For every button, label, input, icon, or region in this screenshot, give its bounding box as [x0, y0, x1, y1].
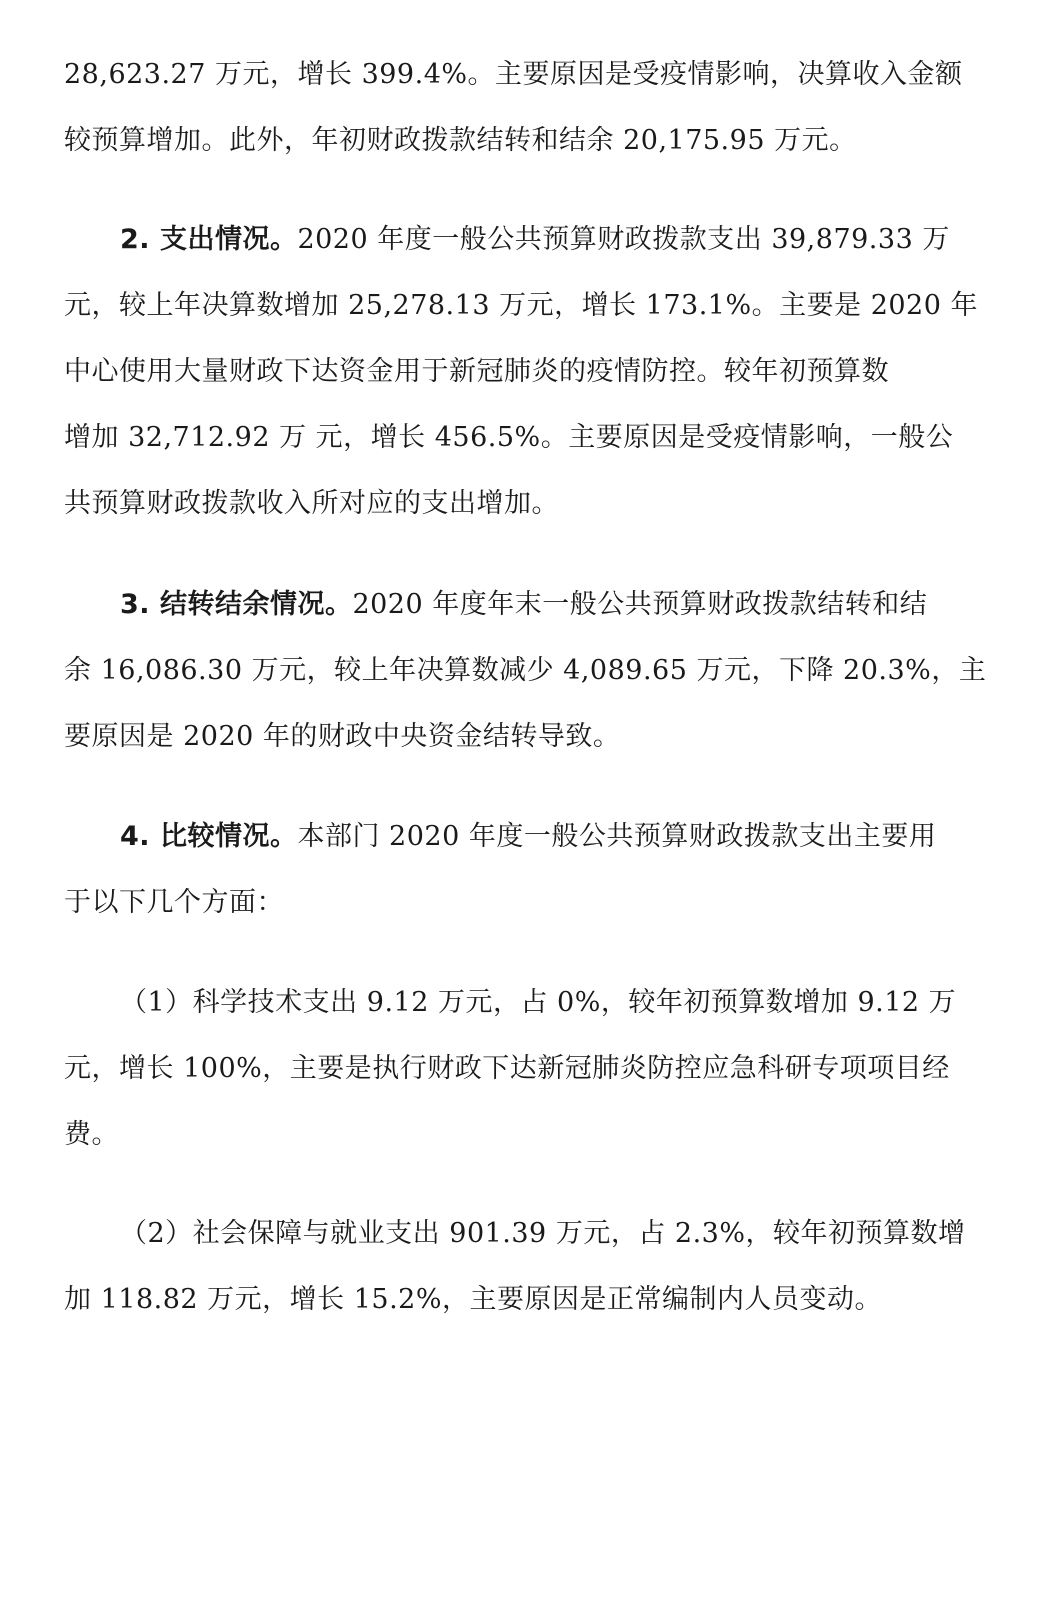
- paragraph-first-line: （2）社会保障与就业支出 901.39 万元，占 2.3%，较年初预算数增: [120, 1218, 966, 1249]
- section-heading: 4. 比较情况。: [120, 821, 298, 852]
- text-line: 加 118.82 万元，增长 15.2%，主要原因是正常编制内人员变动。: [64, 1284, 882, 1315]
- paragraph-comparison: [64, 804, 964, 936]
- paragraph-carryover: [64, 572, 987, 770]
- text-line: 共预算财政拨款收入所对应的支出增加。: [64, 488, 559, 519]
- text-line: 于以下几个方面：: [64, 887, 284, 918]
- text-run: 本部门 2020 年度一般公共预算财政拨款支出主要用: [297, 821, 937, 852]
- paragraph-item-social-security: [64, 1201, 964, 1333]
- text-line: 元，增长 100%，主要是执行财政下达新冠肺炎防控应急科研专项项目经: [64, 1053, 950, 1084]
- paragraph-first-line: [64, 804, 964, 870]
- paragraph-first-line: （1）科学技术支出 9.12 万元，占 0%，较年初预算数增加 9.12 万: [120, 987, 957, 1018]
- text-run: 2020 年度年末一般公共预算财政拨款结转和结: [352, 589, 928, 620]
- text-line: 较预算增加。此外，年初财政拨款结转和结余 20,175.95 万元。: [64, 125, 857, 156]
- text-line: 余 16,086.30 万元，较上年决算数减少 4,089.65 万元，下降 20.3%，主: [64, 655, 987, 686]
- paragraph-first-line: [64, 572, 964, 638]
- paragraph-income-continued: [64, 42, 964, 174]
- section-heading: 2. 支出情况。: [120, 224, 298, 255]
- text-line: 增加 32,712.92 万 元，增长 456.5%。主要原因是受疫情影响，一般公: [64, 422, 954, 453]
- paragraph-expenditure: [64, 207, 978, 537]
- text-line: 中心使用大量财政下达资金用于新冠肺炎的疫情防控。较年初预算数: [64, 356, 889, 387]
- text-run: 2020 年度一般公共预算财政拨款支出 39,879.33 万: [297, 224, 950, 255]
- section-heading: 3. 结转结余情况。: [120, 589, 353, 620]
- paragraph-first-line: [64, 207, 964, 273]
- text-line: 费。: [64, 1119, 119, 1150]
- text-line: 元，较上年决算数增加 25,278.13 万元，增长 173.1%。主要是 2020 年: [64, 290, 978, 321]
- text-line: 28,623.27 万元，增长 399.4%。主要原因是受疫情影响，决算收入金额: [64, 59, 963, 90]
- text-line: 要原因是 2020 年的财政中央资金结转导致。: [64, 721, 621, 752]
- paragraph-item-science: [64, 970, 964, 1168]
